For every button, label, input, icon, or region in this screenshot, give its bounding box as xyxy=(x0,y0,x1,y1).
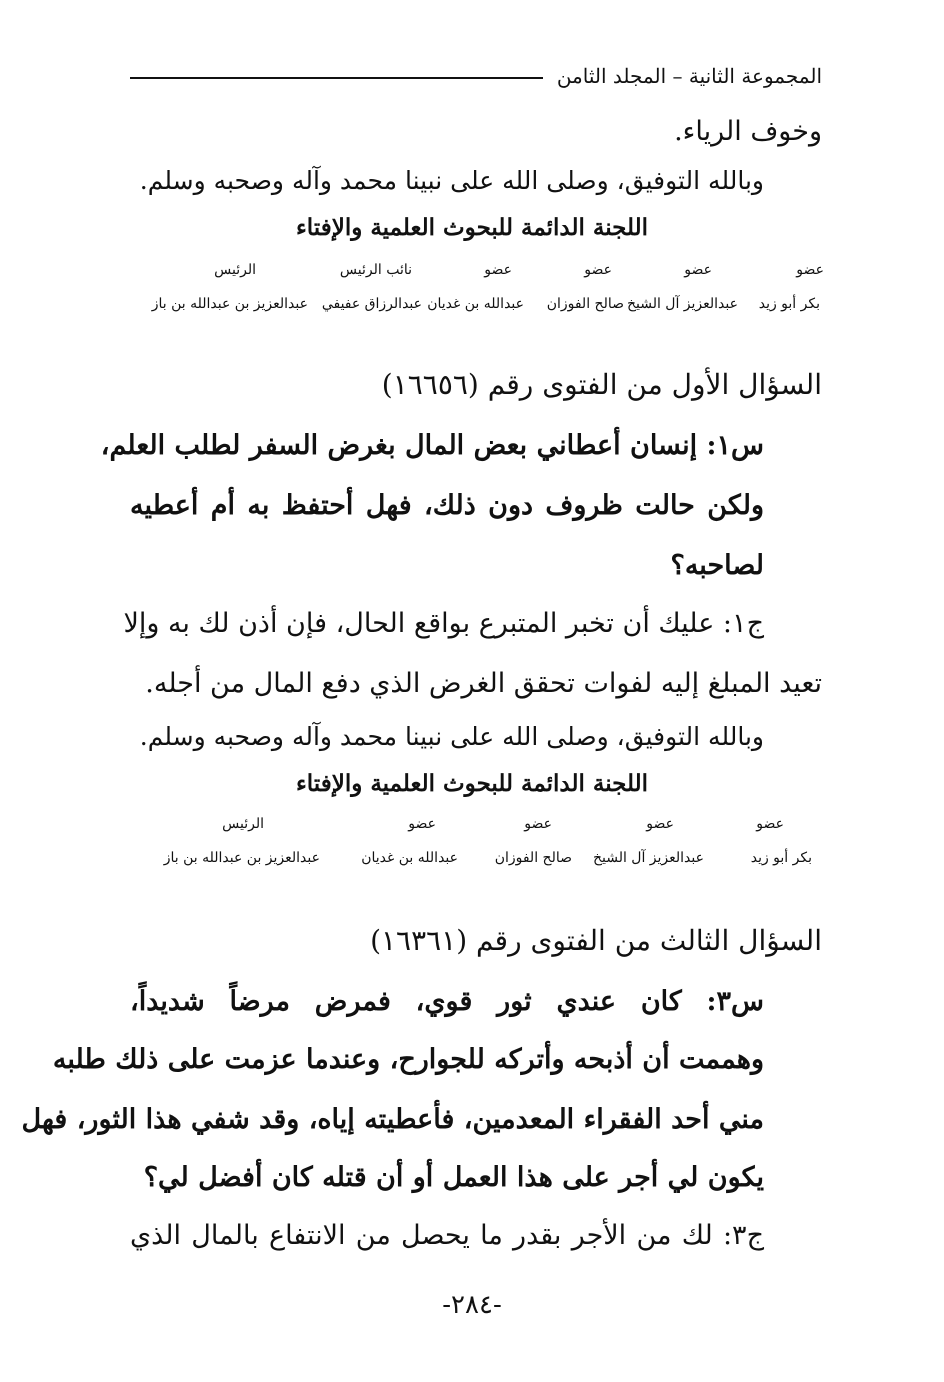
page-number: -٢٨٤- xyxy=(442,1290,502,1320)
committee-title: اللجنة الدائمة للبحوث العلمية والإفتاء xyxy=(295,770,649,797)
sig-title: عضو xyxy=(646,816,674,832)
sig-name: صالح الفوزان xyxy=(546,296,624,312)
sig-name: صالح الفوزان xyxy=(494,850,572,866)
sig-title: الرئيس xyxy=(214,262,256,278)
sig-name: عبدالعزيز بن عبدالله بن باز xyxy=(151,296,308,312)
sig-title: عضو xyxy=(524,816,552,832)
signature-titles xyxy=(0,262,944,286)
closing-line: وبالله التوفيق، وصلى الله على نبينا محمد وآله وصحبه وسلم. xyxy=(139,722,764,751)
sig-title: عضو xyxy=(684,262,712,278)
question-line: ولكن حالت ظروف دون ذلك، فهل أحتفظ به أم أعطيه xyxy=(130,490,764,521)
answer-line: تعيد المبلغ إليه لفوات تحقق الغرض الذي دفع المال من أجله. xyxy=(145,668,822,699)
sig-title: عضو xyxy=(484,262,512,278)
question-line: لصاحبه؟ xyxy=(670,550,764,581)
header-title: المجموعة الثانية – المجلد الثامن xyxy=(556,64,822,88)
running-header xyxy=(130,58,822,94)
answer-line: ج٣: لك من الأجر بقدر ما يحصل من الانتفاع بالمال الذي xyxy=(130,1220,764,1251)
body-line: وخوف الرياء. xyxy=(674,116,822,147)
question-line: س٣: كان عندي ثور قوي، فمرض مرضاً شديداً، xyxy=(130,986,764,1017)
signature-names xyxy=(0,296,944,320)
sig-title: عضو xyxy=(756,816,784,832)
sig-name: بكر أبو زيد xyxy=(758,296,820,312)
question-heading: السؤال الأول من الفتوى رقم (١٦٦٥٦) xyxy=(381,368,822,401)
question-line: وهممت أن أذبحه وأتركه للجوارح، وعندما عزمت على ذلك طلبه xyxy=(52,1044,764,1075)
sig-name: عبدالله بن غديان xyxy=(427,296,524,312)
question-line: مني أحد الفقراء المعدمين، فأعطيته إياه، وقد شفي هذا الثور، فهل xyxy=(21,1104,764,1135)
committee-title: اللجنة الدائمة للبحوث العلمية والإفتاء xyxy=(295,214,649,241)
header-rule xyxy=(130,77,543,79)
signature-names xyxy=(0,850,944,874)
sig-name: عبدالعزيز بن عبدالله بن باز xyxy=(163,850,320,866)
sig-title: نائب الرئيس xyxy=(339,262,412,278)
sig-name: عبدالرزاق عفيفي xyxy=(321,296,422,312)
question-heading: السؤال الثالث من الفتوى رقم (١٦٣٦١) xyxy=(370,924,822,957)
sig-title: عضو xyxy=(796,262,824,278)
signature-titles xyxy=(0,816,944,840)
sig-name: بكر أبو زيد xyxy=(750,850,812,866)
sig-name: عبدالعزيز آل الشيخ xyxy=(592,850,704,866)
closing-line: وبالله التوفيق، وصلى الله على نبينا محمد وآله وصحبه وسلم. xyxy=(139,166,764,195)
sig-title: الرئيس xyxy=(222,816,264,832)
answer-line: ج١: عليك أن تخبر المتبرع بواقع الحال، فإن أذن لك به وإلا xyxy=(123,608,764,639)
sig-title: عضو xyxy=(408,816,436,832)
sig-name: عبدالله بن غديان xyxy=(361,850,458,866)
question-line: س١: إنسان أعطاني بعض المال بغرض السفر لطلب العلم، xyxy=(100,430,764,461)
question-line: يكون لي أجر على هذا العمل أو أن قتله كان أفضل لي؟ xyxy=(143,1162,764,1193)
sig-title: عضو xyxy=(584,262,612,278)
sig-name: عبدالعزيز آل الشيخ xyxy=(626,296,738,312)
